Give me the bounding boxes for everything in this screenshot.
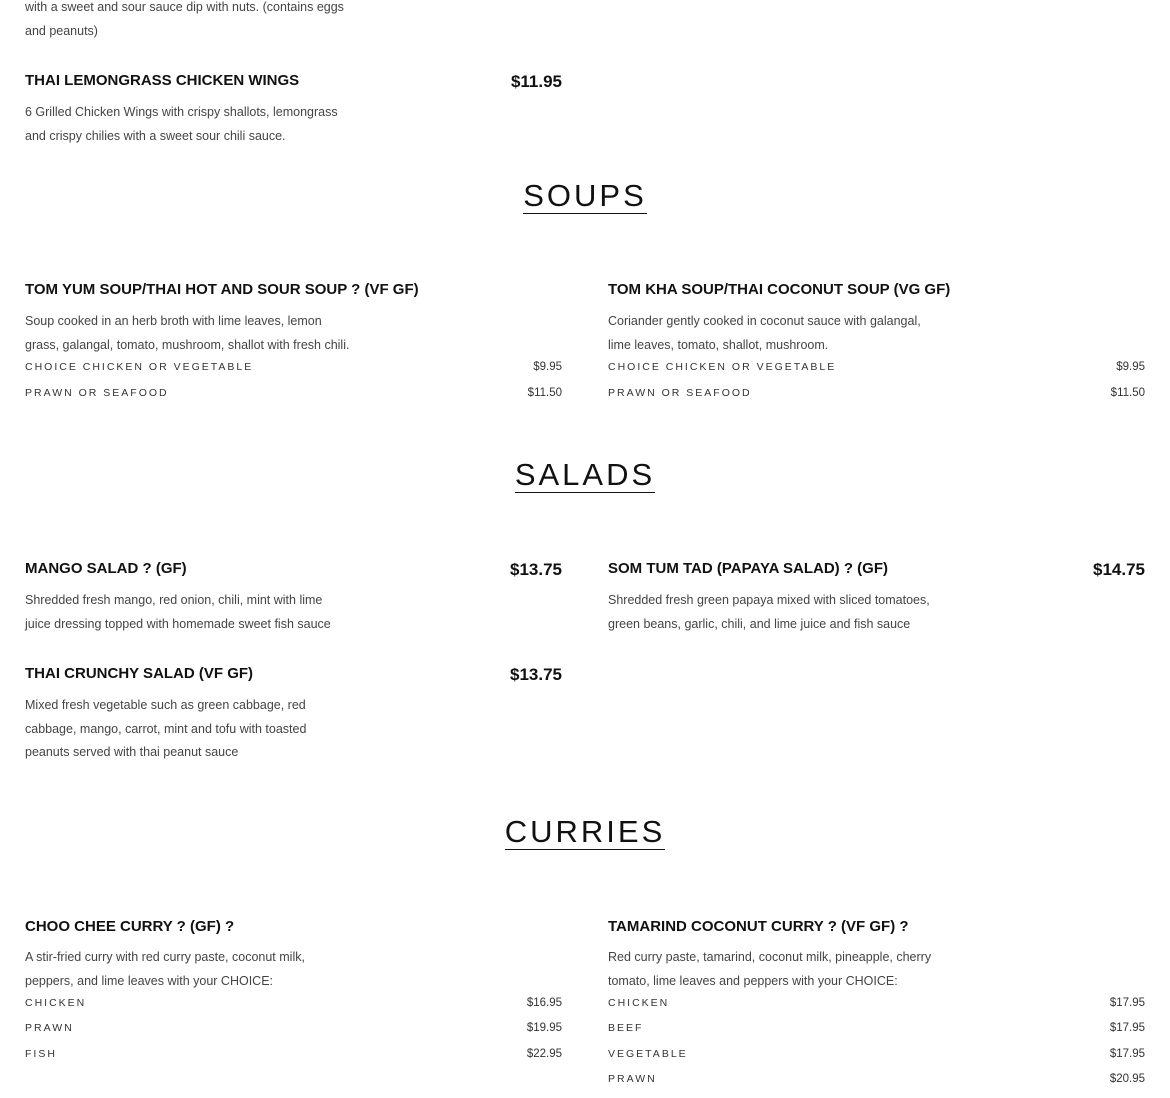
description-line: peanuts served with thai peanut sauce [25,745,239,759]
menu-item-price: $11.95 [510,72,562,91]
section-heading-salads: SALADS [514,457,656,492]
option-price: $11.50 [1110,387,1145,399]
menu-item-description [608,589,948,636]
description-line: Shredded fresh green papaya mixed with sliced tomatoes, [608,593,930,607]
section-heading-soups: SOUPS [523,178,647,213]
menu-item-price: $13.75 [510,665,562,684]
menu-item-mango-salad [25,560,565,640]
option-label: PRAWN [25,1022,74,1034]
menu-item-crunchy-salad [25,665,565,765]
menu-item-price: $14.75 [1093,560,1145,579]
option-label: CHICKEN [608,997,670,1009]
menu-item-title: TAMARIND COCONUT CURRY ? (VF GF) ? [608,918,909,935]
menu-item-title: TOM KHA SOUP/THAI COCONUT SOUP (VG GF) [608,281,951,298]
option-label: CHICKEN [25,997,87,1009]
menu-item-description [608,946,968,993]
option-price: $17.95 [1109,1022,1145,1034]
menu-item-title: THAI LEMONGRASS CHICKEN WINGS [25,72,300,89]
option-price: $17.95 [1109,1048,1145,1060]
menu-item-tom-kha [608,281,1148,411]
option-label: FISH [25,1048,57,1060]
description-line: A stir-fried curry with red curry paste, coconut milk, [25,950,305,964]
option-price: $19.95 [526,1022,562,1034]
description-line: Shredded fresh mango, red onion, chili, mint with lime [25,593,323,607]
menu-item-description [25,310,385,357]
option-price: $9.95 [1116,361,1145,373]
option-price: $17.95 [1109,997,1145,1009]
description-line: peppers, and lime leaves with your CHOICE: [25,973,274,988]
option-label: PRAWN [608,1073,657,1085]
description-line: Red curry paste, tamarind, coconut milk, pineapple, cherry [608,950,932,964]
menu-item-title: CHOO CHEE CURRY ? (GF) ? [25,918,235,935]
option-label: PRAWN OR SEAFOOD [25,387,169,399]
menu-item-tamarind-curry [608,918,1148,1096]
option-label: CHOICE CHICKEN OR VEGETABLE [608,361,837,373]
description-line: and peanuts) [25,23,98,38]
description-line: grass, galangal, tomato, mushroom, shallot with fresh chili. [25,337,350,352]
description-line: with a sweet and sour sauce dip with nuts. (contains eggs [25,0,344,14]
description-line: tomato, lime leaves and peppers with your CHOICE: [608,973,898,988]
menu-item-description [25,946,365,993]
menu-item-choo-chee-curry [25,918,565,1068]
menu-item-description [608,310,968,357]
menu-item-title: MANGO SALAD ? (GF) [25,560,187,577]
description-line: green beans, garlic, chili, and lime juice and fish sauce [608,616,911,631]
description-line: lime leaves, tomato, shallot, mushroom. [608,337,829,352]
description-line: 6 Grilled Chicken Wings with crispy shallots, lemongrass [25,105,338,119]
option-price: $9.95 [533,361,562,373]
menu-item-description [25,694,365,765]
menu-item-title: TOM YUM SOUP/THAI HOT AND SOUR SOUP ? (VF GF) [25,281,419,298]
menu-item-tom-yum [25,281,565,411]
option-price: $20.95 [1109,1073,1145,1085]
section-heading-curries: CURRIES [504,814,666,849]
option-price: $11.50 [527,387,562,399]
menu-item-title: THAI CRUNCHY SALAD (VF GF) [25,665,254,682]
menu-item-title: SOM TUM TAD (PAPAYA SALAD) ? (GF) [608,560,888,577]
description-line: and crispy chilies with a sweet sour chili sauce. [25,128,286,143]
menu-item-lemongrass-wings [25,72,565,152]
option-label: BEEF [608,1022,644,1034]
description-line: Mixed fresh vegetable such as green cabbage, red [25,698,306,712]
menu-item-description [25,101,365,148]
description-line: cabbage, mango, carrot, mint and tofu with toasted [25,721,307,736]
description-line: Soup cooked in an herb broth with lime leaves, lemon [25,314,322,328]
option-label: VEGETABLE [608,1048,688,1060]
description-line: Coriander gently cooked in coconut sauce with galangal, [608,314,921,328]
description-line: juice dressing topped with homemade sweet fish sauce [25,616,331,631]
option-label: PRAWN OR SEAFOOD [608,387,752,399]
menu-item-som-tum [608,560,1148,640]
option-price: $16.95 [526,997,562,1009]
option-label: CHOICE CHICKEN OR VEGETABLE [25,361,254,373]
menu-item-price: $13.75 [510,560,562,579]
partial-item-description [25,0,385,43]
option-price: $22.95 [526,1048,562,1060]
menu-item-description [25,589,365,636]
